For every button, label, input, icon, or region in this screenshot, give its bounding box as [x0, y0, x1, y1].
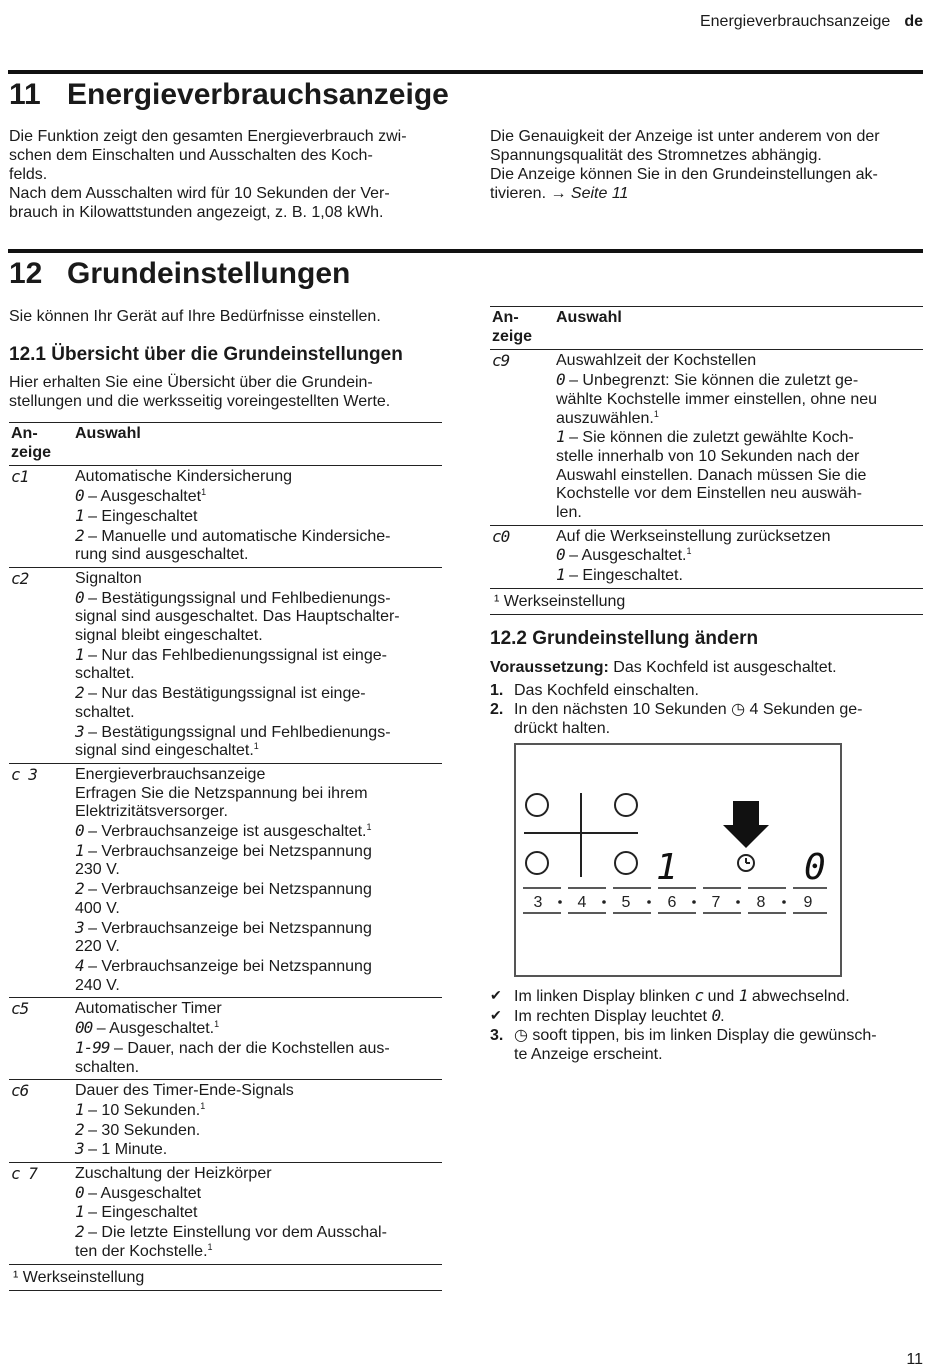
subsection-12-1-intro: Hier erhalten Sie eine Übersicht über die Grundein- stellungen und die werksseitig voreingestellten Werte. [9, 374, 391, 410]
table-header-selection: Auswahl [75, 423, 442, 466]
header-section: Energieverbrauchsanzeige [699, 13, 891, 30]
section-rule [8, 70, 923, 74]
header-lang: de [904, 13, 923, 30]
zone-icon [526, 794, 548, 816]
step-3: 3. ◷ sooft tippen, bis im linken Display die gewünsch- te Anzeige erscheint. [490, 1027, 877, 1063]
subsection-12-2-results [490, 986, 924, 1064]
section-11-right-text: Die Genauigkeit der Anzeige ist unter anderem von der Spannungsqualität des Stromnetzes abhängig. Die Anzeige können Sie in den Grundeinstellungen ak- tivieren. → Seite 11 [490, 128, 880, 202]
table-row: c6 Dauer des Timer-Ende-Signals 1 – 10 Sekunden.$^1$ 2 – 30 Sekunden. 3 – 1 Minute. [9, 1080, 442, 1163]
scale-dot [647, 900, 651, 904]
scale-dot [736, 900, 740, 904]
table-header-display: An- zeige [490, 307, 556, 350]
scale-label: 5 [621, 894, 631, 911]
table-row: c2 Signalton 0 – Bestätigungssignal und Fehlbedienungs- signal sind ausgeschaltet. Das Hauptschalter- signal bleibt eingeschaltet. 1 – Nur das Fehlbedienungssignal ist einge- schaltet. 2 – Nur das Bestätigungssignal ist einge- schaltet. 3 – Bestätigungssignal und Fehlbedienungs- signal sind eingeschaltet.$^1$ [9, 567, 442, 763]
scale-label: 6 [667, 894, 677, 911]
result-1: ✔ Im linken Display blinken c und 1 abwechselnd. [490, 986, 850, 1005]
scale-label: 9 [803, 894, 813, 911]
table-row: c5 Automatischer Timer 00 – Ausgeschaltet.$^1$ 1-99 – Dauer, nach der die Kochstellen aus- schalten. [9, 998, 442, 1080]
table-row: c 3 Energieverbrauchsanzeige Erfragen Sie die Netzspannung bei ihrem Elektrizitätsversorger. 0 – Verbrauchsanzeige ist ausgeschaltet.$^1$ 1 – Verbrauchsanzeige bei Netzspannung 230 V. 2 – Verbrauchsanzeige bei Netzspannung 400 V. 3 – Verbrauchsanzeige bei Netzspannung 220 V. 4 – Verbrauchsanzeige bei Netzspannung 240 V. [9, 763, 442, 997]
arrow-down-icon [723, 801, 769, 848]
scale-dot [558, 900, 562, 904]
check-icon: ✔ [490, 1007, 502, 1023]
section-rule [8, 249, 923, 253]
result-2: ✔ Im rechten Display leuchtet 0. [490, 1006, 725, 1025]
control-panel-illustration [514, 743, 842, 977]
scale-dot [782, 900, 786, 904]
scale-dot [602, 900, 606, 904]
step-2: 2. In den nächsten 10 Sekunden ◷ 4 Sekunden ge- drückt halten. [490, 701, 863, 737]
table-row: c0 Auf die Werkseinstellung zurücksetzen 0 – Ausgeschaltet.$^1$ 1 – Eingeschaltet. [490, 525, 923, 588]
subsection-12-1-title: 12.1 Übersicht über die Grundeinstellungen [9, 344, 403, 365]
running-header [700, 12, 923, 31]
settings-table-right [490, 306, 923, 615]
table-footnote: ¹ Werkseinstellung [490, 589, 923, 615]
scale-label: 8 [756, 894, 766, 911]
section-11-left-text: Die Funktion zeigt den gesamten Energieverbrauch zwi- schen dem Einschalten und Ausschalten des Koch- felds. Nach dem Ausschalten wird für 10 Sekunden der Ver- brauch in Kilowattstunden angezeigt, z. B. 1,08 kWh. [9, 128, 407, 221]
section-12-title: 12 Grundeinstellungen [9, 257, 351, 290]
subsection-12-2-title: 12.2 Grundeinstellung ändern [490, 628, 759, 649]
table-header-display: An- zeige [9, 423, 75, 466]
table-header-selection: Auswahl [556, 307, 923, 350]
zone-icon [615, 794, 637, 816]
section-12-intro: Sie können Ihr Gerät auf Ihre Bedürfnisse einstellen. [9, 308, 381, 325]
page-number: 11 [906, 1351, 923, 1368]
left-display-digit: 1 [656, 847, 678, 888]
zone-icon [615, 852, 637, 874]
check-icon: ✔ [490, 987, 502, 1003]
zone-icon [526, 852, 548, 874]
settings-table-left [9, 422, 442, 1291]
table-row: c9 Auswahlzeit der Kochstellen 0 – Unbegrenzt: Sie können die zuletzt ge- wählte Kochstelle immer einstellen, ohne neu auszuwählen.$^1$ 1 – Sie können die zuletzt gewählte Koch- stelle innerhalb von 10 Sekunden nach der Auswahl einstellen. Danach müssen Sie die Kochstelle vor dem Einstellen neu auswäh- len. [490, 350, 923, 525]
control-panel-svg [516, 745, 840, 975]
subsection-12-2-body: Voraussetzung: Das Kochfeld ist ausgeschaltet. 1. Das Kochfeld einschalten. 2. In den nächsten 10 Sekunden ◷ 4 Sekunden ge- drückt halten. [490, 658, 924, 738]
scale-label: 4 [577, 894, 587, 911]
scale-label: 3 [533, 894, 543, 911]
table-row: c1 Automatische Kindersicherung 0 – Ausgeschaltet$^1$ 1 – Eingeschaltet 2 – Manuelle und automatische Kindersiche- rung sind ausgeschaltet. [9, 466, 442, 568]
table-row: c 7 Zuschaltung der Heizkörper 0 – Ausgeschaltet 1 – Eingeschaltet 2 – Die letzte Einstellung vor dem Ausschal- ten der Kochstelle.$^1$ [9, 1163, 442, 1265]
page-reference: → Seite 11 [550, 185, 629, 202]
right-display-digit: 0 [804, 847, 826, 888]
scale-label: 7 [711, 894, 721, 911]
scale-dot [692, 900, 696, 904]
step-1: 1. Das Kochfeld einschalten. [490, 682, 699, 699]
section-11-title: 11 Energieverbrauchsanzeige [9, 78, 449, 111]
table-footnote: ¹ Werkseinstellung [9, 1265, 442, 1291]
